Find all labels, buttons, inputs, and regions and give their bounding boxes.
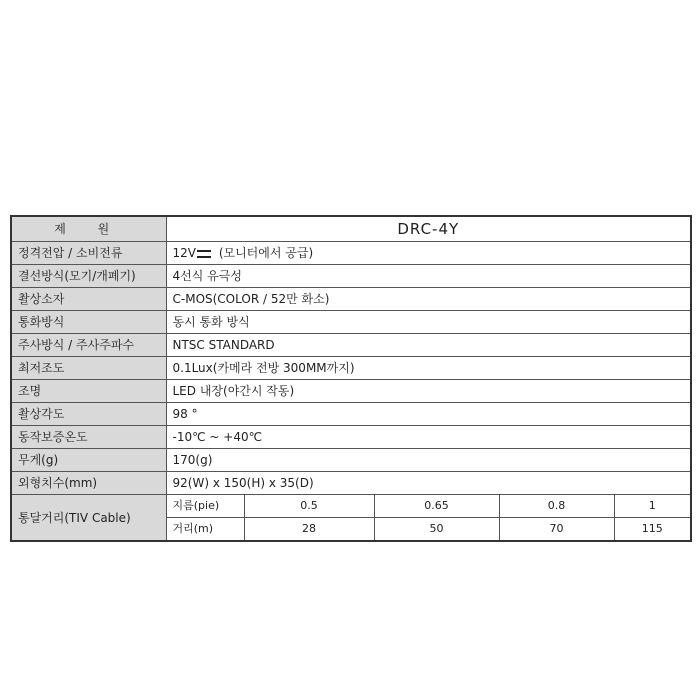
table-row [11,449,691,472]
table-row [11,265,691,288]
diameter-value: 0.65 [374,495,499,518]
row-value: C-MOS(COLOR / 52만 화소) [166,288,691,311]
distance-row-diameter [11,495,691,518]
table-row [11,426,691,449]
row-label: 촬상소자 [11,288,166,311]
table-row [11,472,691,495]
row-value: 0.1Lux(카메라 전방 300MM까지) [166,357,691,380]
distance-label: 통달거리(TIV Cable) [11,495,166,542]
row-label: 정격전압 / 소비전류 [11,242,166,265]
distance-value: 115 [614,518,691,542]
row-value [166,242,691,265]
distance-value: 70 [499,518,614,542]
distance-value: 50 [374,518,499,542]
spec-table [10,215,692,542]
row-label: 결선방식(모기/개폐기) [11,265,166,288]
diameter-value: 0.5 [244,495,374,518]
row-value: 92(W) x 150(H) x 35(D) [166,472,691,495]
diameter-value: 1 [614,495,691,518]
row-label: 촬상각도 [11,403,166,426]
table-row [11,242,691,265]
table-row [11,311,691,334]
row-value: 98 ° [166,403,691,426]
distance-value: 28 [244,518,374,542]
row-label: 무게(g) [11,449,166,472]
row-label: 조명 [11,380,166,403]
row-value: LED 내장(야간시 작동) [166,380,691,403]
table-row [11,380,691,403]
table-header-row [11,216,691,242]
distance-unit-label: 거리(m) [166,518,244,542]
dc-symbol-icon [197,250,211,258]
row-label: 최저조도 [11,357,166,380]
row-label: 외형치수(mm) [11,472,166,495]
row-value: 동시 통화 방식 [166,311,691,334]
diameter-value: 0.8 [499,495,614,518]
row-label: 동작보증온도 [11,426,166,449]
row-value: 4선식 유극성 [166,265,691,288]
voltage-value: 12V [172,246,196,260]
table-row [11,288,691,311]
row-label: 주사방식 / 주사주파수 [11,334,166,357]
row-value: 170(g) [166,449,691,472]
table-row [11,403,691,426]
row-value: NTSC STANDARD [166,334,691,357]
row-value: -10℃ ~ +40℃ [166,426,691,449]
header-label: 제 원 [11,216,166,242]
diameter-label: 지름(pie) [166,495,244,518]
voltage-note: (모니터에서 공급) [218,246,314,260]
row-label: 통화방식 [11,311,166,334]
table-row [11,334,691,357]
model-name: DRC-4Y [166,216,691,242]
table-row [11,357,691,380]
